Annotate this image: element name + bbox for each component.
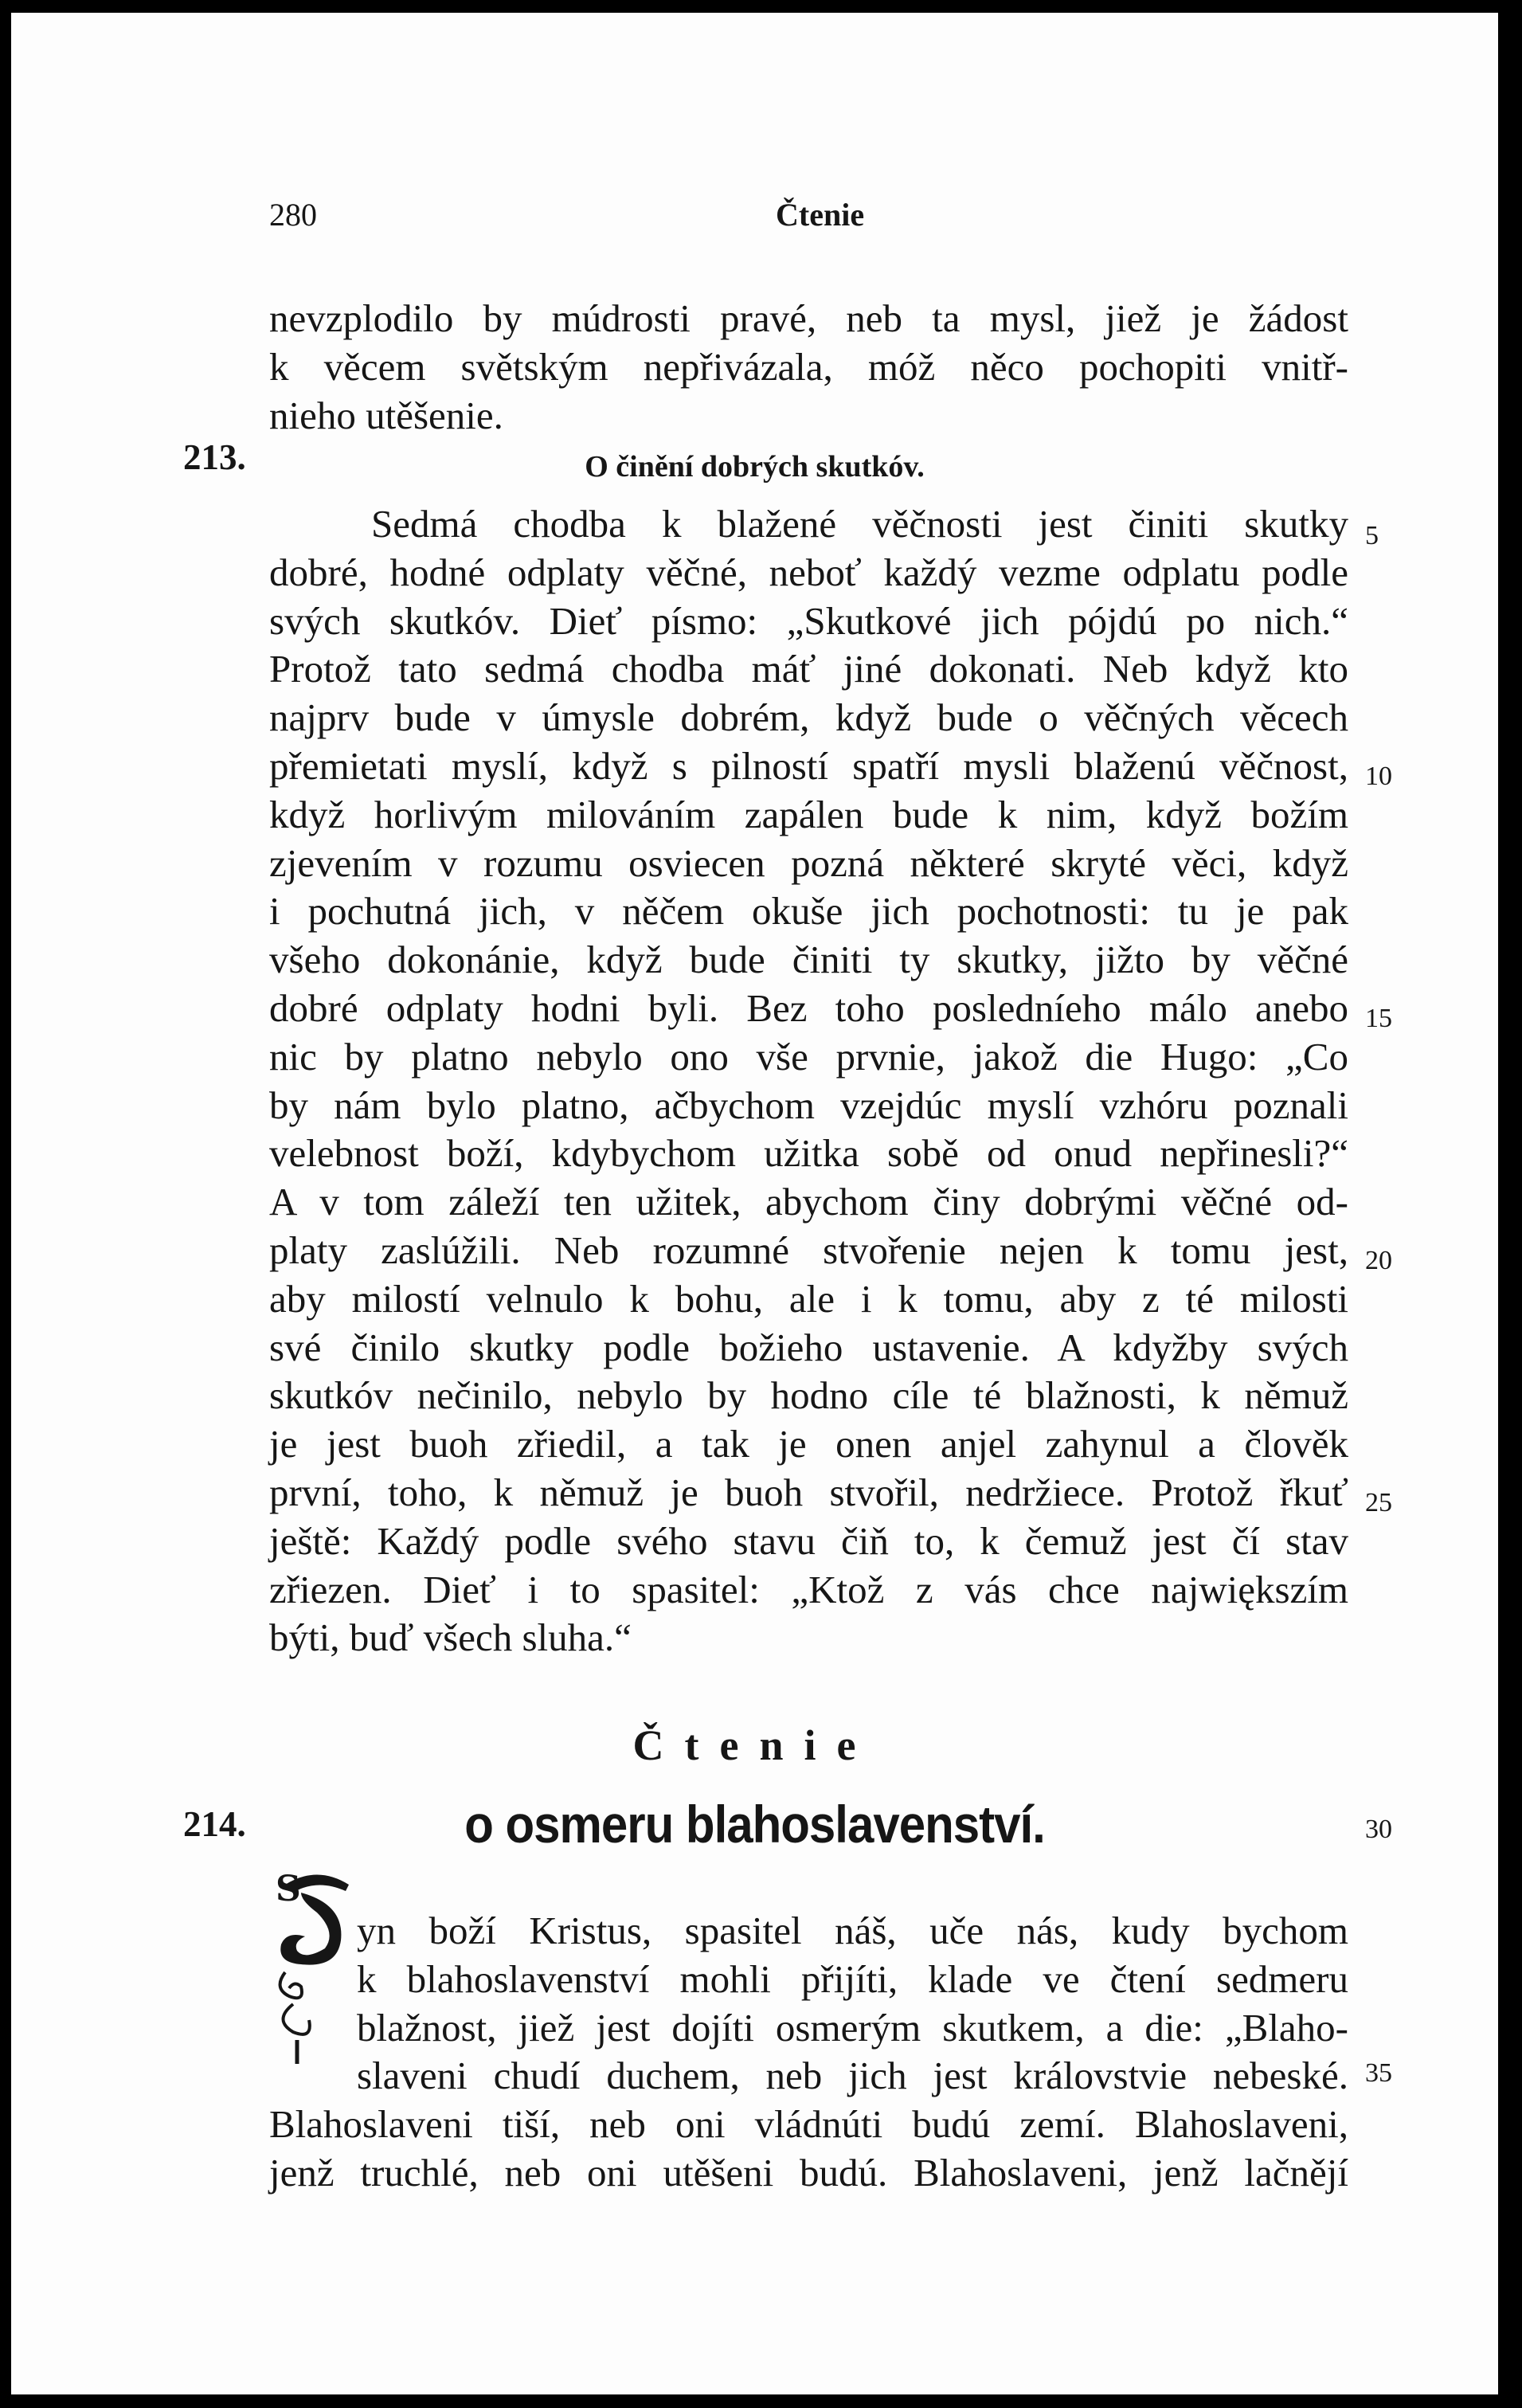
initial-letter: S — [276, 1869, 301, 1909]
running-title: Čtenie — [776, 197, 865, 233]
line-number-35: 35 — [1365, 2058, 1392, 2088]
text-line: nic by platno nebylo ono vše prvnie, jakož die Hugo: „Co — [269, 1034, 1348, 1079]
text-line: je jest buoh zřiedil, a tak je onen anjel zahynul a člověk — [269, 1422, 1348, 1466]
line-number-20: 20 — [1365, 1246, 1392, 1275]
text-line: blažnost, jiež jest dojíti osmerým skutkem, a die: „Blaho- — [357, 2005, 1348, 2050]
section-number-214: 214. — [183, 1804, 246, 1844]
line-number-25: 25 — [1365, 1488, 1392, 1517]
line-number-30: 30 — [1365, 1815, 1392, 1844]
text-line: své činilo skutky podle božieho ustavenie. A kdyžby svých — [269, 1325, 1348, 1369]
text-line: by nám bylo platno, ačbychom vzejdúc myslí vzhóru poznali — [269, 1083, 1348, 1127]
text-line: ještě: Každý podle svého stavu čiň to, k čemuž jest čí stav — [269, 1518, 1348, 1563]
line-number-10: 10 — [1365, 762, 1392, 791]
text-line: A v tom záleží ten užitek, abychom činy dobrými věčné od- — [269, 1180, 1348, 1224]
page-number: 280 — [269, 197, 317, 233]
text-line: jenž truchlé, neb oni utěšeni budú. Blahoslaveni, jenž lačnějí — [269, 2150, 1348, 2195]
text-line: k věcem světským nepřivázala, móž něco pochopiti vnitř- — [269, 344, 1348, 389]
text-line: velebnost boží, kdybychom užitka sobě od onud nepřinesli?“ — [269, 1131, 1348, 1176]
text-line: zřiezen. Dieť i to spasitel: „Ktož z vás chce największím — [269, 1567, 1348, 1611]
opening-paragraph — [269, 295, 1348, 440]
text-line: nieho utěšenie. — [269, 393, 503, 437]
text-line: platy zaslúžili. Neb rozumné stvořenie nejen k tomu jest, — [269, 1227, 1348, 1272]
text-line: k blahoslavenství mohli přijíti, klade ve čtení sedmeru — [357, 1956, 1348, 2001]
text-line: všeho dokonánie, když bude činiti ty skutky, jižto by věčné — [269, 938, 1348, 982]
text-line: nevzplodilo by múdrosti pravé, neb ta mysl, jiež je žádost — [269, 296, 1348, 340]
book-page — [11, 13, 1498, 2394]
text-line: i pochutná jich, v něčem okuše jich pochotnosti: tu je pak — [269, 889, 1348, 934]
text-line: zjevením v rozumu osviecen pozná některé skryté věci, když — [269, 840, 1348, 885]
text-line: dobré odplaty hodni byli. Bez toho posledníeho málo anebo — [269, 985, 1348, 1030]
section-title-214: o osmeru blahoslavenství. — [464, 1795, 1045, 1854]
text-line: přemietati myslí, když s pilností spatří mysli blaženú věčnost, — [269, 743, 1348, 788]
text-line: slaveni chudí duchem, neb jich jest královstvie nebeské. — [357, 2054, 1348, 2098]
section-213-paragraph — [269, 500, 1348, 1662]
section-214-paragraph — [269, 1907, 1348, 2198]
text-line: když horlivým milováním zapálen bude k nim, když božím — [269, 792, 1348, 836]
text-line: najprv bude v úmysle dobrém, když bude o věčných věcech — [269, 695, 1348, 740]
text-line: skutkóv nečinilo, nebylo by hodno cíle té blažnosti, k němuž — [269, 1373, 1348, 1418]
text-line: aby milostí velnulo k bohu, ale i k tomu, aby z té milosti — [269, 1276, 1348, 1321]
section-title-213: O činění dobrých skutkóv. — [585, 450, 925, 484]
text-line: býti, buď všech sluha.“ — [269, 1615, 632, 1660]
chapter-heading: Čtenie — [632, 1721, 877, 1769]
section-number-213: 213. — [183, 437, 246, 477]
line-number-15: 15 — [1365, 1004, 1392, 1033]
text-line: první, toho, k němuž je buoh stvořil, nedržiece. Protož řkuť — [269, 1470, 1348, 1514]
text-line: yn boží Kristus, spasitel náš, uče nás, kudy bychom — [357, 1909, 1348, 1952]
line-number-5: 5 — [1365, 521, 1379, 550]
text-line: Sedmá chodba k blažené věčnosti jest činiti skutky — [371, 502, 1348, 546]
text-line: svých skutkóv. Dieť písmo: „Skutkové jich pójdú po nich.“ — [269, 598, 1348, 643]
text-line: dobré, hodné odplaty věčné, neboť každý vezme odplatu podle — [269, 550, 1348, 594]
text-line: Blahoslaveni tiší, neb oni vládnúti budú zemí. Blahoslaveni, — [269, 2102, 1348, 2147]
text-line: Protož tato sedmá chodba máť jiné dokonati. Neb když kto — [269, 647, 1348, 691]
